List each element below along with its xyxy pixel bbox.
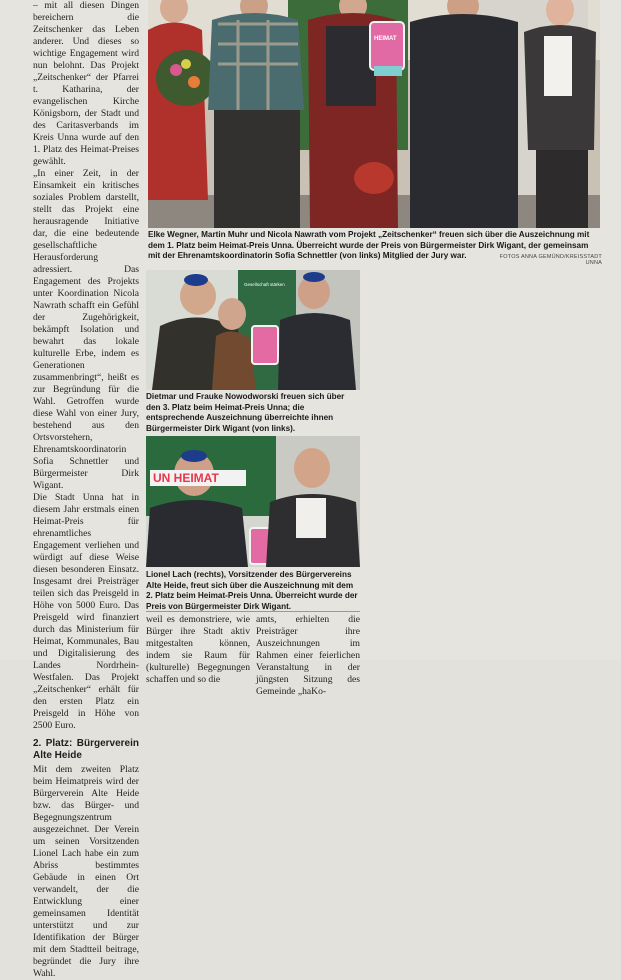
banner-text: UN HEIMAT xyxy=(150,470,246,486)
heimat-sign-text: HEIMAT xyxy=(374,36,397,42)
article-paragraph: – mit all diesen Dingen bereichern die Zeitschenker das Leben anderer. Und dieses so wichtige Engagement wird nun belohnt. Das Projekt „Zeitschenker“ der Pfarrei t. Katharina, der evangelischen Kirche Königsborn, der Stadt und des Caritasverbands im Kreis Unna wurde auf den 1. Platz des Heimat-Preises gewählt. xyxy=(33,0,139,167)
article-paragraph: Mit dem zweiten Platz beim Heimatpreis wird der Bürgerverein Alte Heide bzw. das Bürger- und Begegnungszentrum ausgezeichnet. Der Verein um seinen Vorsitzenden Lionel Lach habe ein zum Abriss bestimmtes Gebäude in einen Ort verwandelt, der die Entwicklung einer gemeinsamen Identität unterstützt und zur Identifikation der Bürger mit dem Stadtteil beitrage, begründet die Jury ihre Wahl. xyxy=(33,764,139,979)
top-photo-caption: Elke Wegner, Martin Muhr und Nicola Nawrath vom Projekt „Zeitschenker“ freuen sich über die Auszeichnung mit dem 1. Platz beim Heimat-Preis Unna. Überreicht wurde der Preis von Bürgermeister Dirk Wigant, der gemeinsam mit der Ehrenamtskoordinatorin Sofia Schnettler (von links) Mitglied der Jury war. xyxy=(148,230,590,261)
award-photo-second-place xyxy=(146,436,360,567)
award-photo-third-place xyxy=(146,270,360,390)
article-left-column xyxy=(33,0,139,979)
article-bottom-column-2: amts, erhielten die Preisträger ihre Auszeichnungen im Rahmen einer feierlichen Veranstaltung in der jüngsten Sitzung des Gemeinde „haKo- xyxy=(256,614,360,697)
article-paragraph: Die Stadt Unna hat in diesem Jahr erstmals einen Heimat-Preis für ehrenamtliches Engagement verliehen und würdigt auf diese Weise diesen besonderen Einsatz. Insgesamt drei Preisträger teilen sich das Preisgeld in Höhe von 5000 Euro. Das Preisgeld wird finanziert durch das Ministerium für Heimat, Kommunales, Bau und Digitalisierung des Landes Nordrhein-Westfalen. Das Projekt „Zeitschenker“ erhält für den ersten Platz ein Preisgeld in Höhe von 2500 Euro. xyxy=(33,492,139,731)
bottom-photo-caption: Lionel Lach (rechts), Vorsitzender des Bürgervereins Alte Heide, freut sich über die Auszeichnung mit dem 2. Platz beim Heimat-Preis Unna. Überreicht wurde der Preis von Bürgermeister Dirk Wigant. xyxy=(146,570,358,611)
column-divider xyxy=(146,611,360,612)
award-photo-first-place xyxy=(148,0,600,228)
photo-scene xyxy=(148,0,600,228)
article-paragraph: „In einer Zeit, in der Einsamkeit ein kritisches soziales Problem darstellt, stellt das Projekt eine herausragende Initiative dar, die eine bedeutende gesellschaftliche Herausforderung adressiert. Das Engagement des Projekts unter Koordination Nicola Nawrath schafft ein Gefühl der Zugehörigkeit, bekämpft Isolation und bewahrt das lokale kulturelle Erbe, indem es Generationen zusammenbringt“, heißt es zur Begründung für die Wahl. Getroffen wurde diese Wahl von einer Jury, bestehend aus den Ortsvorstehern, Ehrenamtskoordinatorin Sofia Schnettler und Bürgermeister Dirk Wigant. xyxy=(33,168,139,491)
photo-credit: FOTOS ANNA GEMÜND/KREISSTADT UNNA xyxy=(499,254,602,266)
photo-scene xyxy=(146,436,360,567)
banner-text: Gesellschaft stärken xyxy=(244,282,285,287)
article-subheading: 2. Platz: Bürgerverein Alte Heide xyxy=(33,738,139,761)
middle-photo-caption: Dietmar und Frauke Nowodworski freuen sich über den 3. Platz beim Heimat-Preis Unna; die entsprechende Auszeichnung überreichte ihnen Bürgermeister Dirk Wigant (von links). xyxy=(146,392,345,433)
article-bottom-column-1: weil es demonstriere, wie Bürger ihre Stadt aktiv mitgestalten können, indem sie Raum für (kulturelle) Begegnungen schaffen und so die xyxy=(146,614,250,685)
photo-scene xyxy=(146,270,360,390)
